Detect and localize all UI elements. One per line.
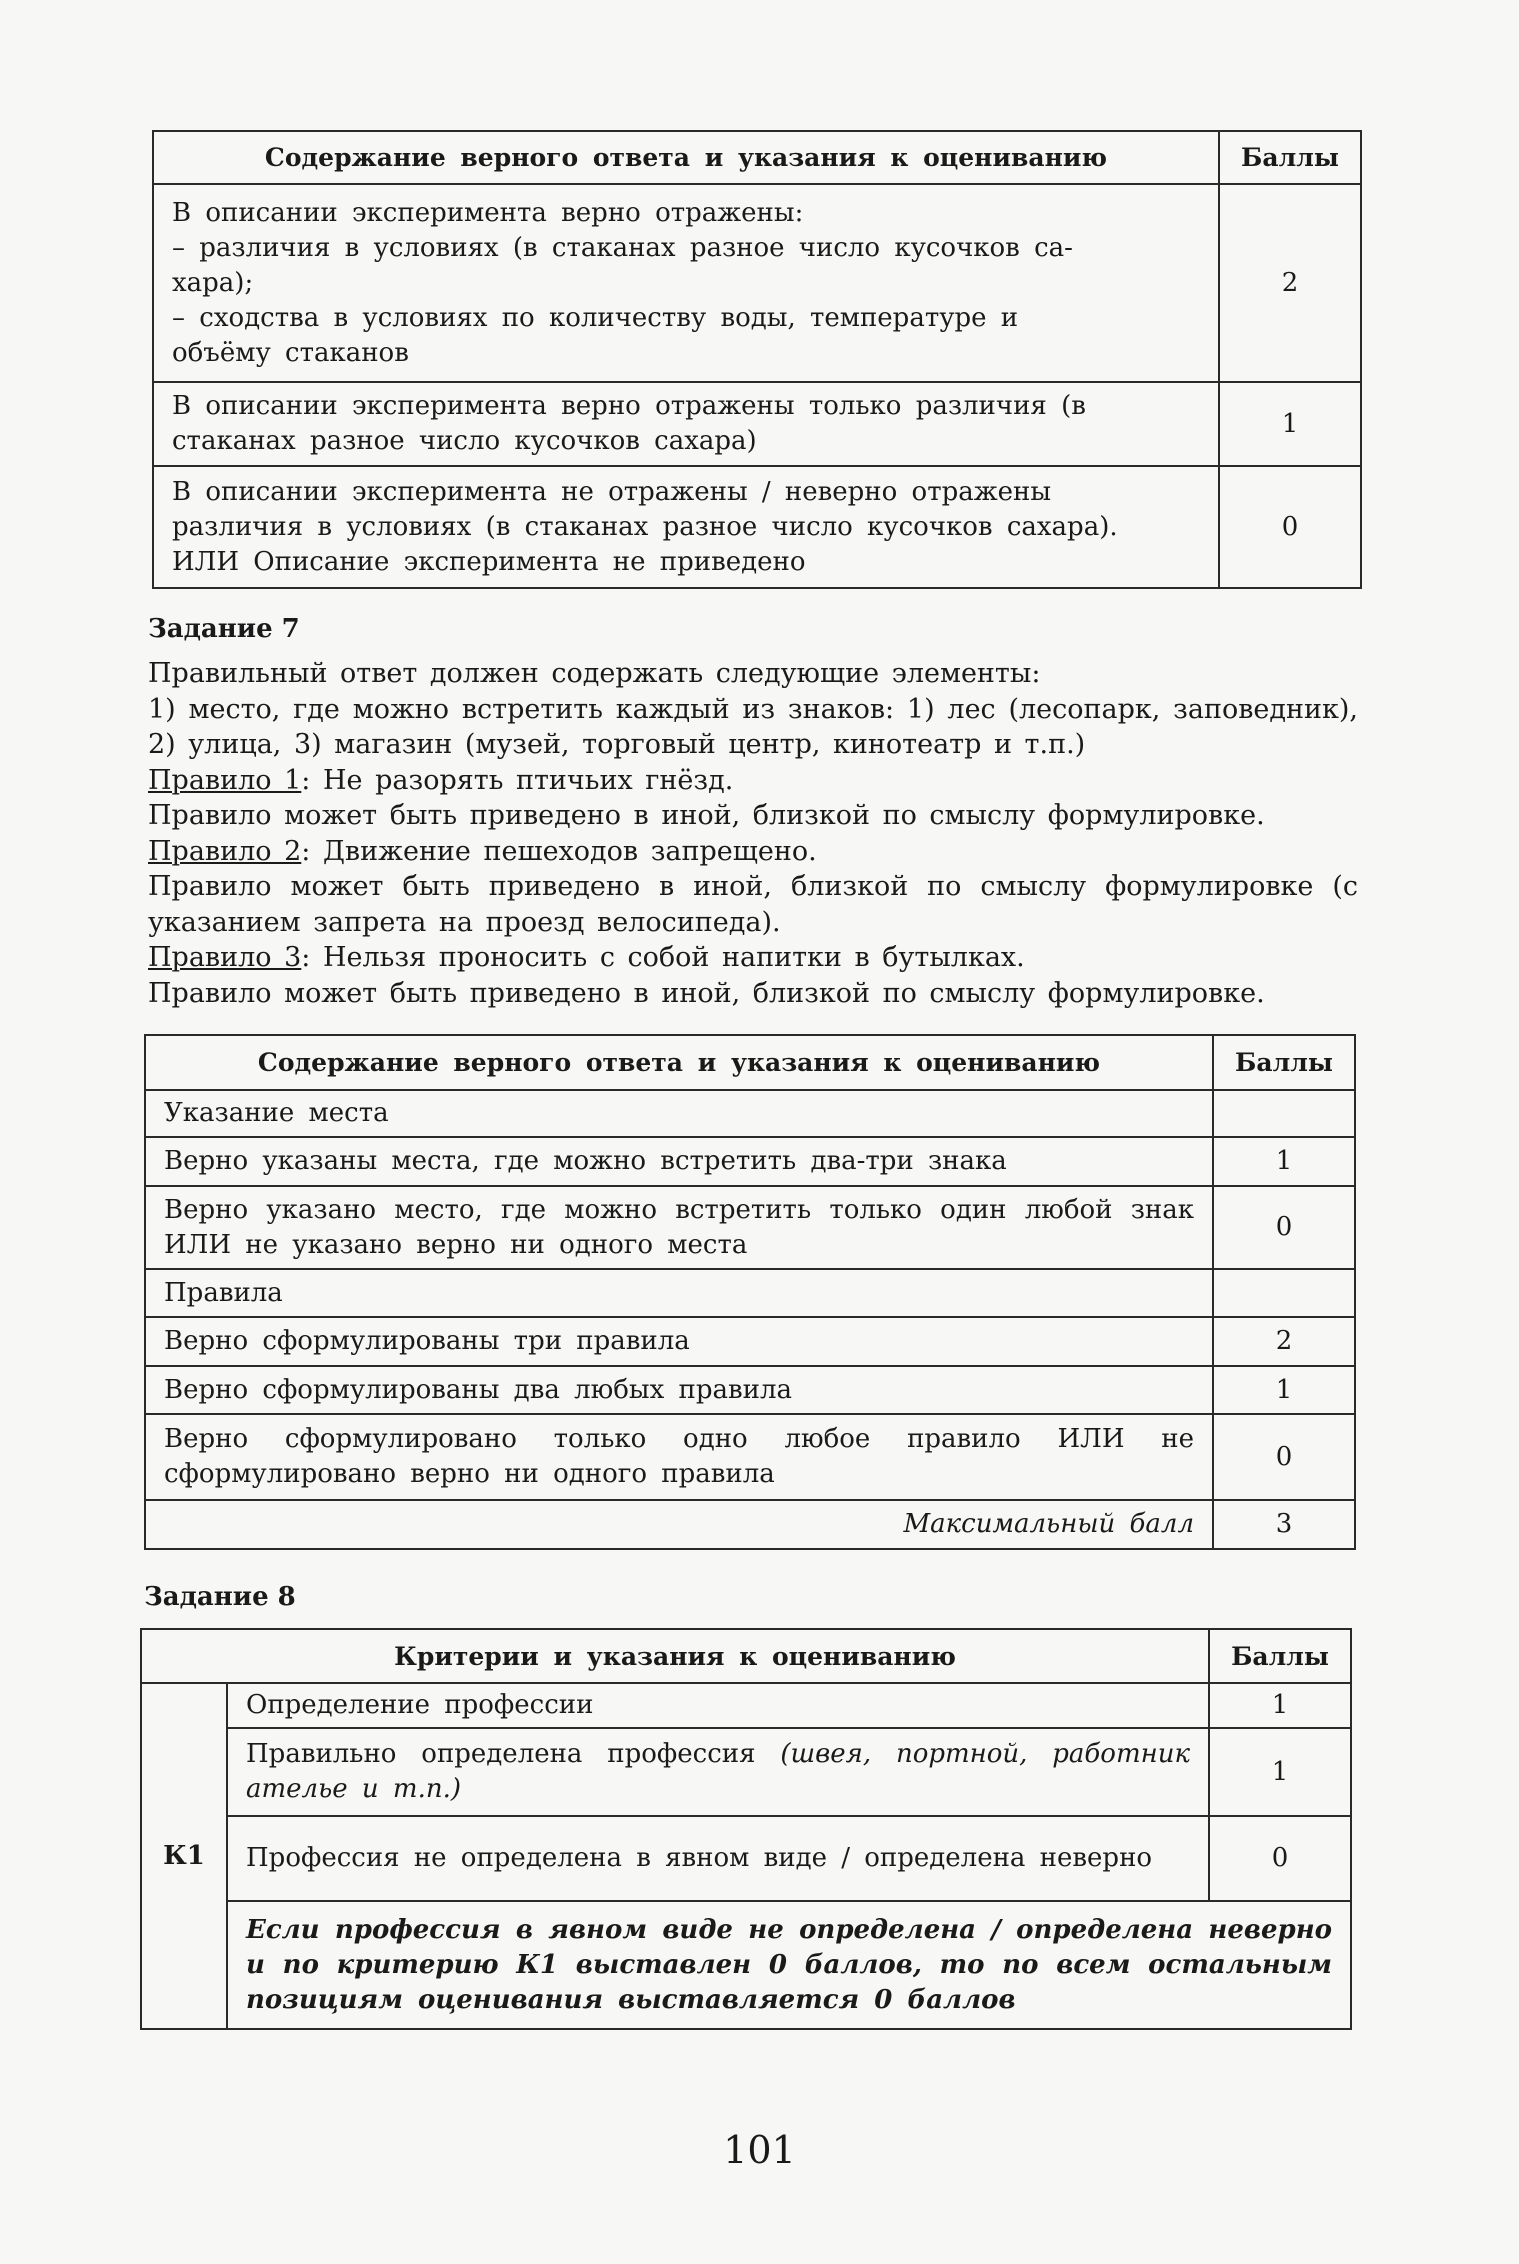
table3-row2-points: 1 bbox=[1209, 1728, 1351, 1816]
table2-row7-text: Верно сформулировано только одно любое правило ИЛИ не сформулировано верно ни одного правила bbox=[145, 1414, 1213, 1500]
table2-row1-points bbox=[1213, 1090, 1355, 1137]
table-row bbox=[141, 1901, 1351, 2029]
table2-row5-text: Верно сформулированы три правила bbox=[145, 1317, 1213, 1366]
page-number: 101 bbox=[723, 2128, 796, 2172]
rule3-label: Правило 3 bbox=[148, 942, 302, 973]
task7-rule2-note: Правило может быть приведено в иной, близкой по смыслу формулировке (с указанием запрета на проезд велосипеда). bbox=[148, 871, 1358, 938]
table-row bbox=[141, 1816, 1351, 1901]
table3-header-content: Критерии и указания к оцениванию bbox=[141, 1629, 1209, 1683]
table2-row4-points bbox=[1213, 1269, 1355, 1317]
table3-note: Если профессия в явном виде не определена / определена неверно и по критерию К1 выставлен 0 баллов, то по всем остальным позициям оценивания выставляется 0 баллов bbox=[227, 1901, 1351, 2029]
table1-row2-points: 1 bbox=[1219, 382, 1361, 466]
table-row bbox=[145, 1137, 1355, 1186]
task7-rule3: Правило 3: Нельзя проносить с собой напитки в бутылках. bbox=[148, 942, 1025, 973]
task7-rule2: Правило 2: Движение пешеходов запрещено. bbox=[148, 835, 817, 867]
table-row bbox=[145, 1186, 1355, 1269]
table2-row6-points: 1 bbox=[1213, 1366, 1355, 1414]
table2-row5-points: 2 bbox=[1213, 1317, 1355, 1366]
table1-header-points: Баллы bbox=[1219, 131, 1361, 184]
criteria-table-task6 bbox=[152, 130, 1362, 589]
task7-places: 1) место, где можно встретить каждый из знаков: 1) лес (лесопарк, заповедник), 2) улица, 3) магазин (музей, торговый центр, кинотеатр и т.п.) bbox=[148, 693, 1358, 760]
table2-row7-points: 0 bbox=[1213, 1414, 1355, 1500]
task7-title: Задание 7 bbox=[148, 614, 300, 644]
table2-row3-points: 0 bbox=[1213, 1186, 1355, 1269]
table2-header-content: Содержание верного ответа и указания к оцениванию bbox=[145, 1035, 1213, 1090]
criteria-table-task7 bbox=[144, 1034, 1356, 1550]
table3-row1-points: 1 bbox=[1209, 1683, 1351, 1728]
task7-answer-text bbox=[148, 656, 1358, 1011]
table-row bbox=[153, 382, 1361, 466]
task7-rule1-note: Правило может быть приведено в иной, близкой по смыслу формулировке. bbox=[148, 800, 1265, 831]
table2-row1-text: Указание места bbox=[145, 1090, 1213, 1137]
table2-row4-text: Правила bbox=[145, 1269, 1213, 1317]
table3-header-points: Баллы bbox=[1209, 1629, 1351, 1683]
task7-rule3-note: Правило может быть приведено в иной, близкой по смыслу формулировке. bbox=[148, 977, 1265, 1009]
table3-row1-text: Определение профессии bbox=[227, 1683, 1209, 1728]
table3-row3-text: Профессия не определена в явном виде / определена неверно bbox=[227, 1816, 1209, 1901]
table2-row6-text: Верно сформулированы два любых правила bbox=[145, 1366, 1213, 1414]
max-score-value: 3 bbox=[1213, 1500, 1355, 1549]
table-row bbox=[153, 184, 1361, 382]
rule1-label: Правило 1 bbox=[148, 764, 302, 796]
criterion-k1-label: К1 bbox=[141, 1683, 227, 2029]
table2-row2-text: Верно указаны места, где можно встретить два-три знака bbox=[145, 1137, 1213, 1186]
table1-row1-points: 2 bbox=[1219, 184, 1361, 382]
table1-row1-text: В описании эксперимента верно отражены: – различия в условиях (в стаканах разное число кусочков са- хара); – сходства в условиях по количеству воды, температуре и объёму стаканов bbox=[153, 184, 1219, 382]
table2-row3-text: Верно указано место, где можно встретить только один любой знак ИЛИ не указано верно ни одного места bbox=[145, 1186, 1213, 1269]
table1-row3-text: В описании эксперимента не отражены / неверно отражены различия в условиях (в стаканах разное число кусочков сахара). ИЛИ Описание эксперимента не приведено bbox=[153, 466, 1219, 588]
table-row bbox=[145, 1414, 1355, 1500]
profession-examples: (швея, портной, работник ателье и т.п.) bbox=[246, 1739, 1191, 1804]
table-row bbox=[145, 1500, 1355, 1549]
table1-row2-text: В описании эксперимента верно отражены только различия (в стаканах разное число кусочков сахара) bbox=[153, 382, 1219, 466]
table-row bbox=[153, 466, 1361, 588]
table2-header-points: Баллы bbox=[1213, 1035, 1355, 1090]
table-row bbox=[141, 1728, 1351, 1816]
criteria-table-task8 bbox=[140, 1628, 1352, 2030]
rule2-label: Правило 2 bbox=[148, 835, 302, 867]
task7-rule1: Правило 1: Не разорять птичьих гнёзд. bbox=[148, 764, 734, 796]
table2-row2-points: 1 bbox=[1213, 1137, 1355, 1186]
task8-title: Задание 8 bbox=[144, 1582, 296, 1612]
table-row bbox=[145, 1090, 1355, 1137]
table1-header-content: Содержание верного ответа и указания к оцениванию bbox=[153, 131, 1219, 184]
task7-intro: Правильный ответ должен содержать следующие элементы: bbox=[148, 658, 1041, 689]
table-row bbox=[145, 1366, 1355, 1414]
table3-row3-points: 0 bbox=[1209, 1816, 1351, 1901]
table1-row3-points: 0 bbox=[1219, 466, 1361, 588]
max-score-label: Максимальный балл bbox=[145, 1500, 1213, 1549]
table-row bbox=[145, 1269, 1355, 1317]
table3-row2-text: Правильно определена профессия (швея, портной, работник ателье и т.п.) bbox=[227, 1728, 1209, 1816]
table-row bbox=[145, 1317, 1355, 1366]
table-row bbox=[141, 1683, 1351, 1728]
